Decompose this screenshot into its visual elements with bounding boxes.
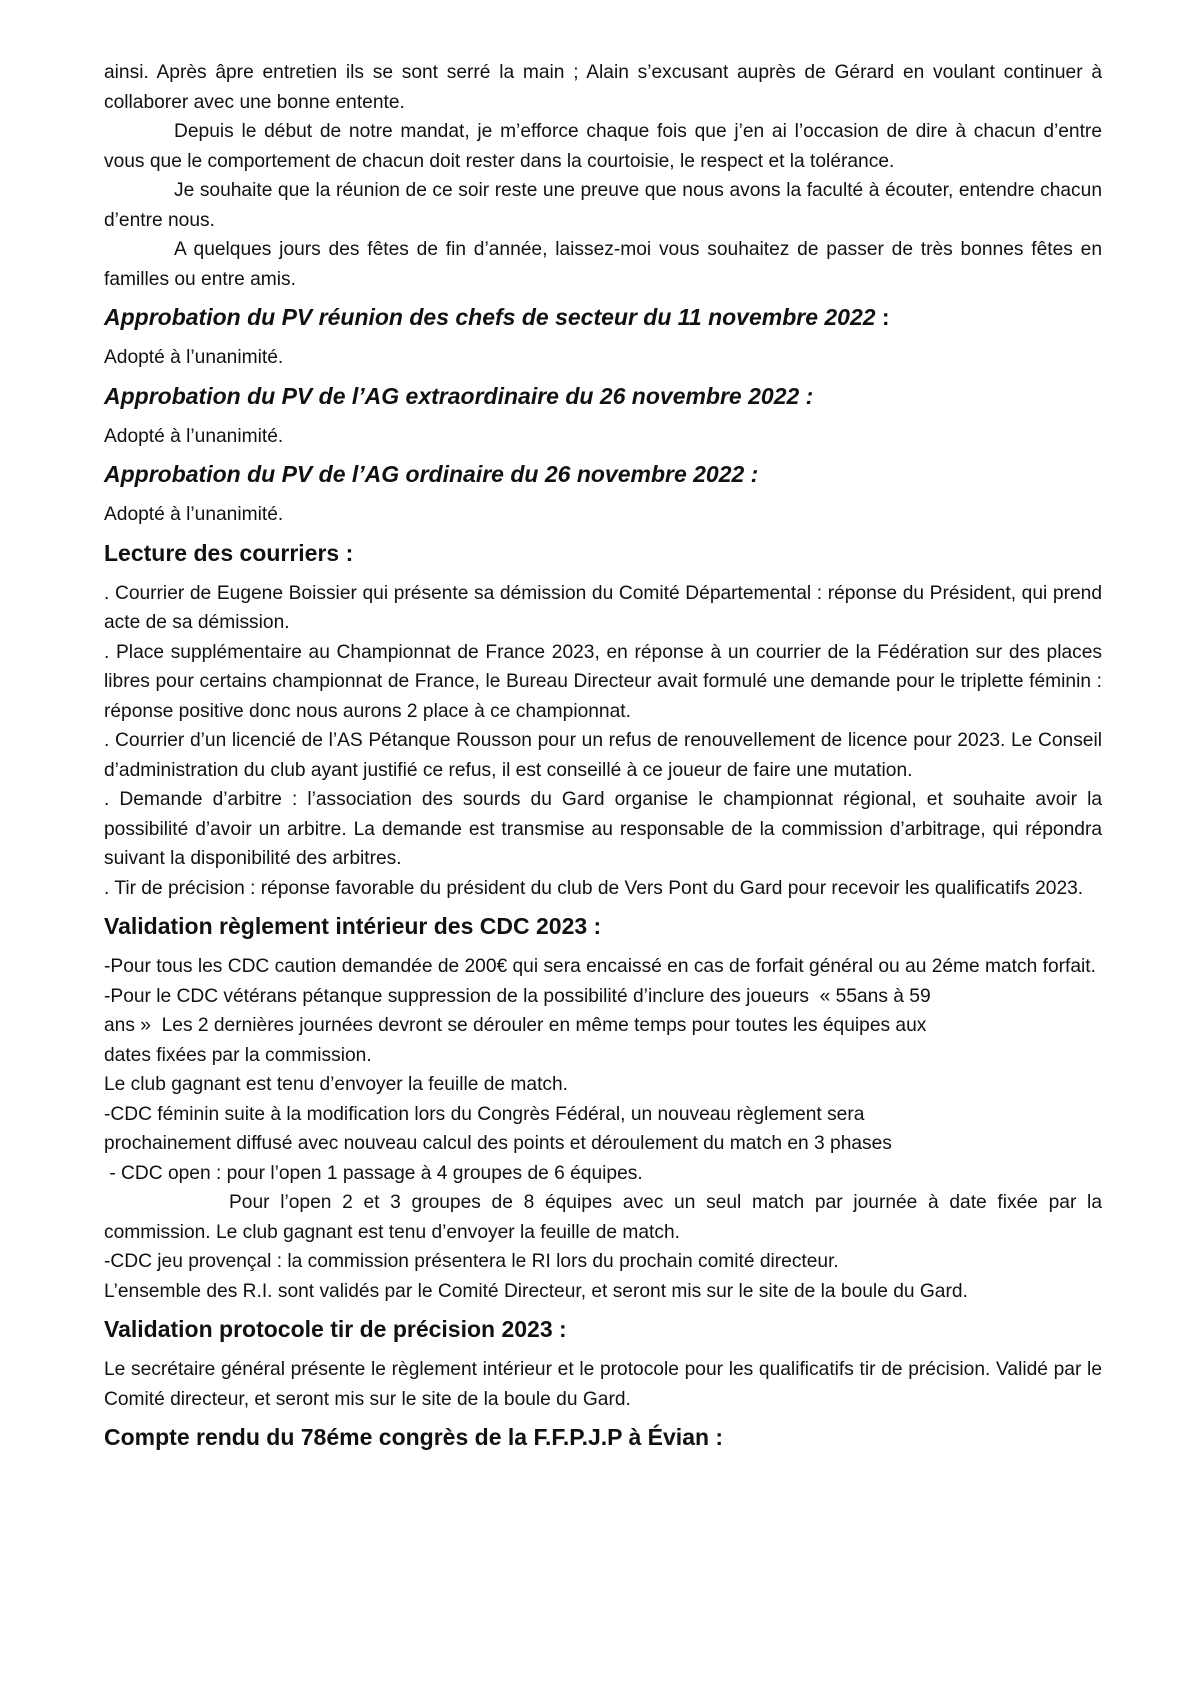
intro-paragraph-2: Depuis le début de notre mandat, je m’efforce chaque fois que j’en ai l’occasion de dire à chacun d’entre vous que le comportement de chacun doit rester dans la courtoisie, le respect et la tolérance. (104, 121, 1102, 172)
cdc-line: ans » Les 2 dernières journées devront se dérouler en même temps pour toutes les équipes aux (104, 1015, 927, 1036)
courrier-item: . Demande d’arbitre : l’association des sourds du Gard organise le championnat régional, et souhaite avoir la possibilité d’avoir un arbitre. La demande est transmise au responsable de la commission d’arbitrage, qui répondra suivant la disponibilité des arbitres. (104, 789, 1102, 869)
courrier-item: . Tir de précision : réponse favorable du président du club de Vers Pont du Gard pour recevoir les qualificatifs 2023. (104, 877, 1084, 899)
tir-precision-text: Le secrétaire général présente le règlement intérieur et le protocole pour les qualificatifs tir de précision. Validé par le Comité directeur, et seront mis sur le site de la boule du Gard. (104, 1359, 1102, 1410)
section-heading-colon: : (875, 304, 890, 330)
section-heading-cdc: Validation règlement intérieur des CDC 2023 : (104, 913, 602, 939)
pv-chefs-secteur-result: Adopté à l’unanimité. (104, 347, 284, 368)
cdc-line: -Pour tous les CDC caution demandée de 200€ qui sera encaissé en cas de forfait général ou au 2éme match forfait. (104, 956, 1096, 977)
cdc-open-detail: Pour l’open 2 et 3 groupes de 8 équipes avec un seul match par journée à date fixée par la commission. Le club gagnant est tenu d’envoyer la feuille de match. (104, 1192, 1102, 1243)
pv-ag-ordinaire-result: Adopté à l’unanimité. (104, 504, 284, 525)
cdc-line: Le club gagnant est tenu d’envoyer la feuille de match. (104, 1074, 569, 1095)
document-page (104, 58, 1102, 1452)
section-heading-pv-ag-extraordinaire: Approbation du PV de l’AG extraordinaire du 26 novembre 2022 : (104, 382, 814, 409)
section-heading-congres: Compte rendu du 78éme congrès de la F.F.P.J.P à Évian : (104, 1424, 724, 1450)
cdc-line: -CDC féminin suite à la modification lors du Congrès Fédéral, un nouveau règlement sera (104, 1103, 865, 1125)
cdc-line (104, 1188, 1102, 1247)
cdc-line: prochainement diffusé avec nouveau calcul des points et déroulement du match en 3 phases (104, 1133, 892, 1154)
section-heading-pv-chefs-secteur (104, 302, 1102, 332)
cdc-line: -CDC jeu provençal : la commission présentera le RI lors du prochain comité directeur. (104, 1251, 839, 1272)
intro-paragraph-4: A quelques jours des fêtes de fin d’année, laissez-moi vous souhaitez de passer de très bonnes fêtes en familles ou entre amis. (104, 239, 1102, 290)
courrier-item: . Courrier de Eugene Boissier qui présente sa démission du Comité Départemental : réponse du Président, qui prend acte de sa démission. (104, 582, 1102, 633)
cdc-line: dates fixées par la commission. (104, 1044, 372, 1066)
section-heading-tir-precision: Validation protocole tir de précision 2023 : (104, 1316, 567, 1342)
section-heading-pv-ag-ordinaire: Approbation du PV de l’AG ordinaire du 26 novembre 2022 : (104, 461, 759, 487)
section-heading-text: Approbation du PV réunion des chefs de secteur du 11 novembre 2022 (104, 304, 876, 330)
courrier-item: . Courrier d’un licencié de l’AS Pétanque Rousson pour un refus de renouvellement de licence pour 2023. Le Conseil d’administration du club ayant justifié ce refus, il est conseillé à ce joueur de faire une mutation. (104, 730, 1102, 781)
cdc-line: L’ensemble des R.I. sont validés par le Comité Directeur, et seront mis sur le site de la boule du Gard. (104, 1280, 968, 1302)
intro-paragraph-1: ainsi. Après âpre entretien ils se sont serré la main ; Alain s’excusant auprès de Gérard en voulant continuer à collaborer avec une bonne entente. (104, 62, 1102, 113)
cdc-line: -Pour le CDC vétérans pétanque suppression de la possibilité d’inclure des joueurs « 55ans à 59 (104, 985, 931, 1007)
pv-ag-extraordinaire-result: Adopté à l’unanimité. (104, 425, 284, 447)
cdc-line: - CDC open : pour l’open 1 passage à 4 groupes de 6 équipes. (104, 1162, 643, 1184)
section-heading-courriers: Lecture des courriers : (104, 539, 354, 566)
courrier-item: . Place supplémentaire au Championnat de France 2023, en réponse à un courrier de la Fédération sur des places libres pour certains championnat de France, le Bureau Directeur avait formulé une demande pour le triplette féminin : réponse positive donc nous aurons 2 place à ce championnat. (104, 641, 1102, 722)
intro-paragraph-3: Je souhaite que la réunion de ce soir reste une preuve que nous avons la faculté à écouter, entendre chacun d’entre nous. (104, 180, 1102, 231)
